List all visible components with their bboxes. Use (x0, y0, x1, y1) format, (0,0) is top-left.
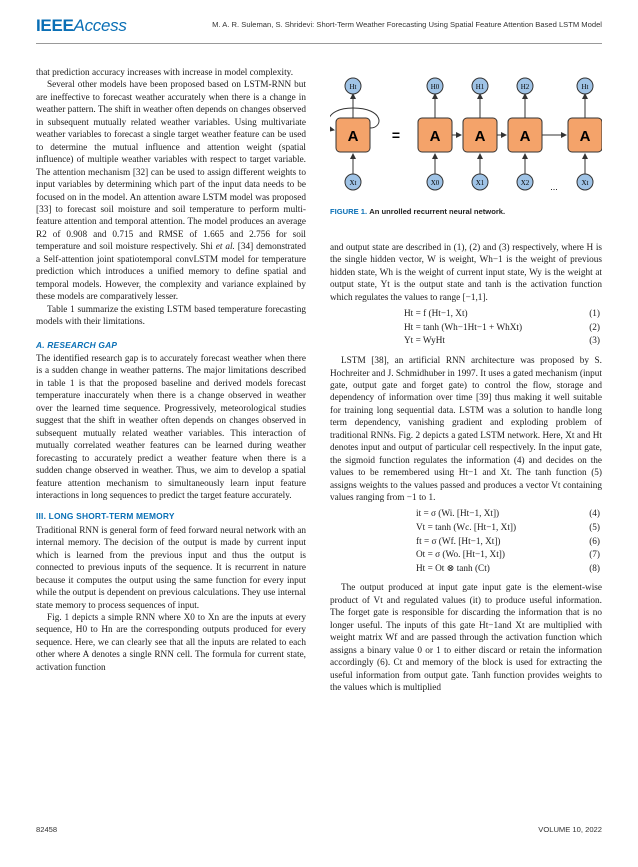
rnn-figure (330, 66, 602, 216)
paragraph: that prediction accuracy increases with increase in model complexity. (36, 68, 294, 78)
ellipsis: ... (550, 182, 558, 192)
svg-text:A: A (519, 128, 531, 145)
unrolled-chain (418, 78, 602, 192)
svg-text:X0: X0 (430, 179, 440, 187)
svg-text:A: A (579, 128, 591, 145)
left-column (36, 67, 306, 674)
ieee-access-logo: IEEEAccess (36, 16, 127, 35)
svg-text:Xt: Xt (349, 179, 357, 187)
right-column (330, 242, 602, 695)
equals-sign: = (391, 127, 401, 143)
svg-text:Ht: Ht (581, 83, 589, 91)
equation: Ht = tanh (Wh−1Ht−1 + WhXt) (2) (404, 322, 600, 333)
section-heading-lstm: III. LONG SHORT-TERM MEMORY (36, 511, 175, 522)
paragraph: Fig. 1 depicts a simple RNN where X0 to Xn are the inputs at every sequence, H0 to Hn are the corresponding outputs produced for every sequence. Here, we can clearly see that all the inputs are related to each other where A denotes a single RNN cell. The formula for current state, activation function (36, 613, 306, 673)
paragraph: and output state are described in (1), (2) and (3) respectively, where H is the single hidden vector, W is weight, Wh−1 is the weight of previous hidden state, Wh is the weight of current input state, Wy is the weight at output state, Yt is the output state and tanh is the activation function which regulates the values to range [−1,1]. (330, 243, 602, 303)
folded-rnn (330, 78, 379, 190)
equation-block (330, 308, 602, 349)
svg-text:A: A (474, 128, 486, 145)
paragraph: The identified research gap is to accurately forecast weather when there is a sudden change in weather patterns. The major limitations described in table 1 is that the proposed baseline and derived models forecast temperature inaccurately when there is a change observed in weather over the learned time sequence. Progressively, meteorological studies suggest that the shift in weather often depends on changes observed in subsequent mutually related weather variables. This interaction of mutually correlated weather features can be learned during weather forecasting to accurately predict a weather feature when there is a sudden change observed in weather. Thus, we aim to develop a spatial feature attention mechanism to simultaneously learn input feature interactions in long sequences to predict the target feature accurately. (36, 353, 306, 501)
paragraph: LSTM [38], an artificial RNN architecture was proposed by S. Hochreiter and J. Schmidhuber in 1997. It uses a gated mechanism (input gate, output gate and forget gate) to control the flow, storage and dependency of information over time [39] thus making it well suitable for training long sequential data. LSTM was a solution to handle long term dependency, vanishing gradient and exploding problem of traditional RNNs. Fig. 2 depicts a gated LSTM network. Here, Xt and Ht denotes input and output of particular cell respectively. In the input gate, the sigmoid function regulates the information (4) and decides on the values to be remembered using Ht−1 and Xt. The tanh function (5) assigns weights to the values passed and produces a vector Vt containing values ranging from −1 to 1. (330, 356, 602, 504)
page-number: 82458 (36, 825, 58, 834)
figure-caption: FIGURE 1. An unrolled recurrent neural network. (330, 207, 506, 216)
svg-text:H0: H0 (430, 83, 440, 91)
equation: Ot = σ (Wo. [Ht−1, Xt]) (7) (416, 550, 600, 561)
svg-text:Xt: Xt (581, 179, 589, 187)
paragraph: Table 1 summarize the existing LSTM based temperature forecasting models with their limitations. (36, 304, 306, 328)
equation-block (330, 508, 602, 576)
paragraph: Traditional RNN is general form of feed forward neural network with an internal memory. The decision of the output is made by current input which is learned from the previous input and thus the output is connected to previous inputs of the sequence. It is recurrent in nature because it computes the output using the same function for every input while the output is dependent on previous calculations. They use internal state memory to process sequences of input. (36, 525, 306, 611)
equation: ft = σ (Wf. [Ht−1, Xt]) (6) (416, 536, 600, 547)
equation: Ht = Ot ⊗ tanh (Ct) (8) (416, 563, 600, 574)
svg-text:X1: X1 (475, 179, 485, 187)
unrolled-rnn-diagram (330, 66, 602, 206)
svg-text:X2: X2 (520, 179, 530, 187)
volume-label: VOLUME 10, 2022 (538, 825, 602, 834)
cell-label: A (347, 128, 359, 145)
svg-text:Ht: Ht (349, 83, 357, 91)
equation: Ht = f (Ht−1, Xt) (1) (404, 309, 600, 320)
page-header (36, 14, 602, 40)
section-heading-research-gap: A. RESEARCH GAP (36, 339, 118, 350)
svg-text:H2: H2 (520, 83, 530, 91)
header-divider (36, 43, 602, 44)
equation: Vt = tanh (Wc. [Ht−1, Xt]) (5) (416, 523, 600, 534)
svg-text:H1: H1 (475, 83, 485, 91)
paragraph: The output produced at input gate input gate is the element-wise product of Vt and regulated values (it) to produce useful information. The forget gate is responsible for discarding the information that is no longer useful. The inputs of this gate Ht−1and Xt are multiplied with weight matrix Wf and are passed through the activation function which assigns a binary value 0 or 1 to either discard or retain the information accordingly (6). Ct and memory of the block is used for extracting the useful information from output gate. Tanh function provides weights to the values which is multiplied (330, 583, 602, 694)
svg-text:A: A (429, 128, 441, 145)
equation: it = σ (Wi. [Ht−1, Xt]) (4) (416, 509, 600, 520)
equation: Yt = WyHt (3) (404, 336, 600, 347)
running-title: M. A. R. Suleman, S. Shridevi: Short-Term Weather Forecasting Using Spatial Feature Attention Based LSTM Model (212, 20, 602, 29)
paragraph: Several other models have been proposed based on LSTM-RNN but are ineffective to forecast weather accurately when there is a change in weather pattern. The shift in weather often depends on changes observed in subsequent mutually related weather variables. Using multivariate weather variables to forecast a single target weather feature can be used to determine the mutual influence and attention weight (spatial influence) of multiple weather variables with respect to target variable. The attention mechanism [32] can be used to assign different weights to input variables by determining which part of the input data needs to be focused on in the model. An attention aware LSTM model was proposed [33] to forecast soil moisture and soil temperature to perform multi-feature attention and temporal attention. The model produces an average R2 of 0.908 and 0.715 and RMSE of 1.665 and 2.756 for soil temperature and soil moisture respectively. Shi et al. [34] demonstrated a Self-attention joint spatiotemporal convLSTM model for temperature prediction which introduces a unified memory to define spatial and temporal models. However, the complexity and variance explained by these models are comparatively lesser. (36, 80, 307, 303)
